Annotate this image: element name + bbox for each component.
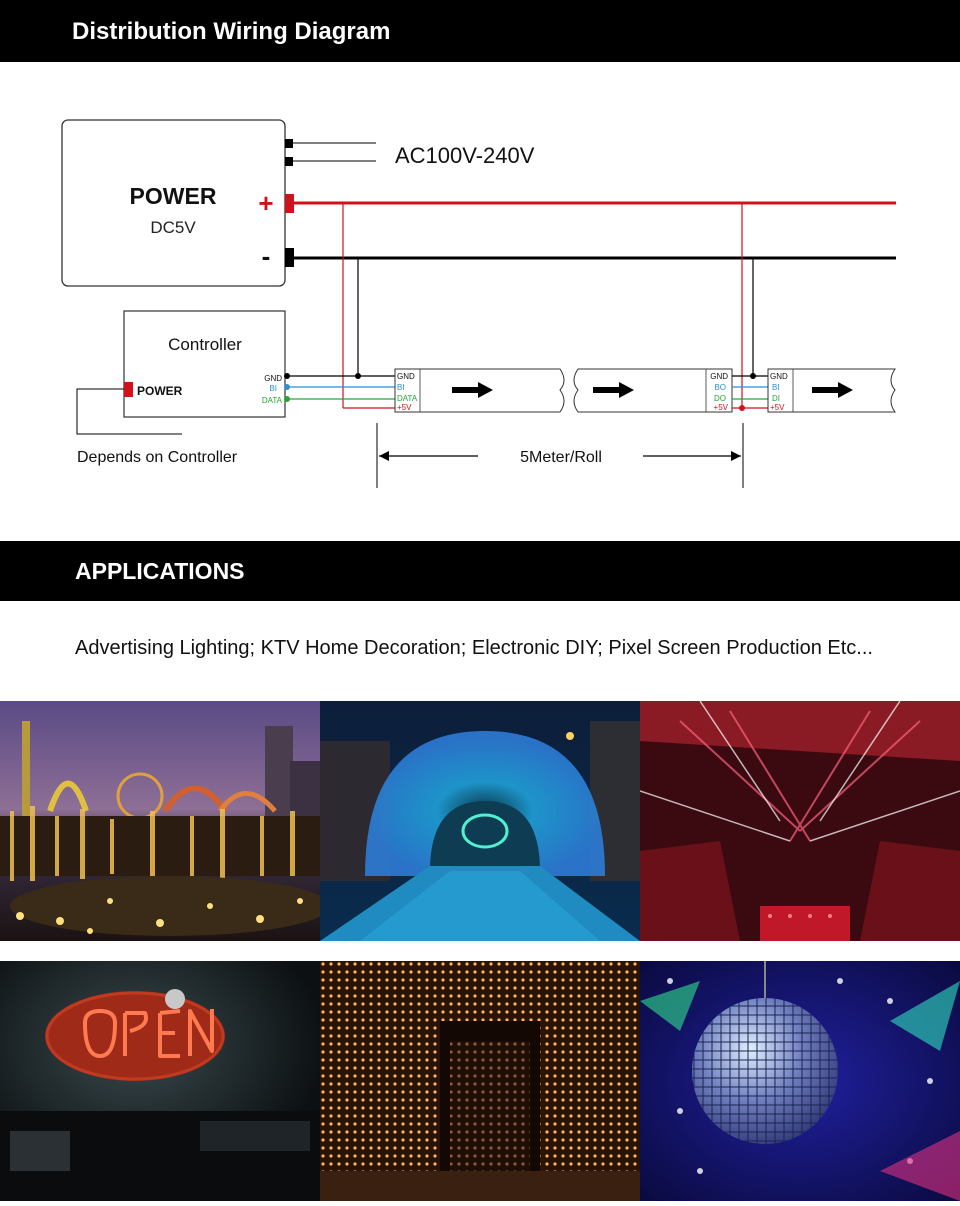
controller-bi-label: BI (269, 384, 277, 393)
strip3-5v-label: +5V (770, 403, 785, 412)
dimension-arrow-right-icon (731, 451, 741, 461)
power-plus-sign: + (258, 188, 274, 218)
minus-terminal (285, 248, 294, 267)
applications-title: APPLICATIONS (75, 558, 245, 584)
applications-section-header (0, 541, 960, 601)
controller-box (124, 311, 285, 417)
plus-terminal (285, 194, 294, 213)
v5-junction-2 (739, 405, 745, 411)
photo-stage-lasers (640, 701, 960, 941)
strip1-gnd-label: GND (397, 372, 415, 381)
photo-fountain-park (0, 701, 320, 941)
photo-disco-ball (640, 961, 960, 1201)
gnd-junction-1 (355, 373, 361, 379)
strip2-do-label: DO (714, 394, 726, 403)
strip2-gnd-label: GND (710, 372, 728, 381)
strip3-di-label: DI (772, 394, 780, 403)
strip3-bi-label: BI (772, 383, 780, 392)
wiring-diagram (0, 62, 960, 541)
length-label: 5Meter/Roll (520, 449, 602, 466)
depends-label: Depends on Controller (77, 449, 238, 466)
photo-light-tunnel (320, 701, 640, 941)
strip3-gnd-label: GND (770, 372, 788, 381)
photo-open-sign (0, 961, 320, 1201)
power-voltage: DC5V (150, 218, 196, 237)
wiring-title: Distribution Wiring Diagram (72, 18, 391, 45)
ac-terminal-1 (285, 139, 293, 148)
strip2-5v-label: +5V (713, 403, 728, 412)
gnd-junction-2 (750, 373, 756, 379)
strip2-bo-label: BO (714, 383, 726, 392)
controller-gnd-label: GND (264, 374, 282, 383)
controller-data-label: DATA (261, 396, 282, 405)
strip1-data-label: DATA (397, 394, 418, 403)
photo-fairy-light-wall (320, 961, 640, 1201)
power-title: POWER (129, 183, 217, 209)
strip1-bi-label: BI (397, 383, 405, 392)
controller-power-label: POWER (137, 384, 183, 398)
ac-label: AC100V-240V (395, 143, 535, 168)
strip1-5v-label: +5V (397, 403, 412, 412)
applications-description: Advertising Lighting; KTV Home Decoration; Electronic DIY; Pixel Screen Production Etc... (75, 637, 873, 659)
power-minus-sign: - (261, 241, 271, 271)
dimension-arrow-left-icon (379, 451, 389, 461)
wiring-section-header (0, 0, 960, 62)
controller-power-port (124, 382, 133, 397)
ac-terminal-2 (285, 157, 293, 166)
controller-title: Controller (168, 335, 242, 354)
